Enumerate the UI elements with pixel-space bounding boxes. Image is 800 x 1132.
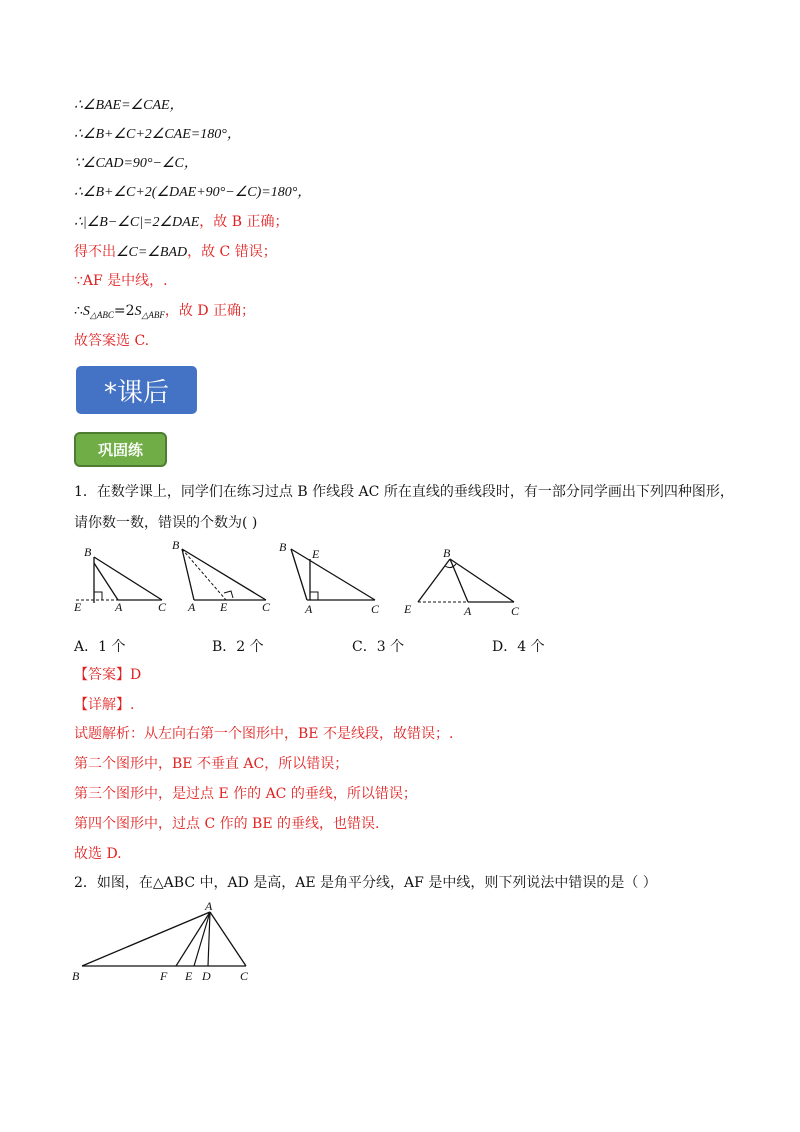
proof-line-8-mid: =2 (113, 303, 135, 319)
proof-line-4: ∴∠B+∠C+2(∠DAE+90°−∠C)=180°， (74, 185, 312, 200)
q1-answer: 【答案】D (74, 667, 142, 683)
fig5-line-ab (82, 912, 210, 966)
fig5-label-d: D (202, 969, 211, 983)
proof-line-8-note: ，故 D 正确； (164, 303, 256, 319)
fig4-label-b: B (443, 546, 451, 560)
q1-option-a: A．1 个 (74, 639, 126, 655)
fig5-label-c: C (240, 969, 249, 983)
fig5-label-b: B (72, 969, 80, 983)
proof-line-6 (74, 242, 277, 263)
proof-line-8-sub2: △ABF (141, 310, 165, 320)
fig3-label-e: E (312, 547, 320, 561)
proof-line-5-note: ，故 B 正确； (199, 214, 289, 230)
q1-detail-label: 【详解】. (74, 697, 135, 713)
proof-line-8 (74, 301, 255, 325)
proof-line-8-s2: S (134, 304, 142, 319)
fig1-label-a: A (115, 600, 123, 613)
fig4-line-eb (418, 559, 450, 602)
q2-stem: 2．如图，在△ABC 中，AD 是高，AE 是角平分线，AF 是中线，则下列说法中错误的是（ ） (74, 875, 657, 891)
fig2-line-bc (182, 549, 266, 600)
fig5-line-ae (194, 912, 210, 966)
fig2-right-angle (224, 591, 233, 598)
q1-explanation-4: 第四个图形中，过点 C 作的 BE 的垂线，也错误. (74, 816, 380, 832)
proof-line-6-note: ，故 C 错误； (187, 244, 277, 260)
q1-explanation-3: 第三个图形中，是过点 E 作的 AC 的垂线，所以错误； (74, 786, 417, 802)
q1-stem-line-1: 1．在数学课上，同学们在练习过点 B 作线段 AC 所在直线的垂线段时，有一部分同学画出下列四种图形， (74, 484, 734, 500)
proof-line-2: ∴∠B+∠C+2∠CAE=180°， (74, 127, 241, 142)
fig4-label-a: A (464, 604, 472, 617)
q2-figure (68, 896, 268, 988)
proof-line-7: ∵AF 是中线，. (74, 273, 168, 289)
fig5-line-ac (210, 912, 246, 966)
proof-line-8-s1: S (82, 304, 90, 319)
fig3-label-c: C (371, 602, 380, 616)
fig1-right-angle (94, 592, 102, 600)
proof-line-8-sub1: △ABC (89, 310, 114, 320)
practice-badge: 巩固练 (74, 432, 167, 467)
q1-option-d: D．4 个 (492, 639, 545, 655)
q1-option-b: B．2 个 (212, 639, 264, 655)
fig5-line-ad (208, 912, 210, 966)
fig5-line-af (176, 912, 210, 966)
proof-line-8-pre: ∴ (74, 303, 83, 319)
fig1-line-ba (94, 563, 118, 600)
fig4-label-e: E (404, 602, 412, 616)
fig4-label-c: C (511, 604, 520, 617)
fig2-label-c: C (262, 600, 271, 613)
proof-conclusion: 故答案选 C. (74, 333, 150, 349)
proof-line-5-math: ∴|∠B−∠C|=2∠DAE (74, 215, 200, 230)
fig2-line-ba (182, 549, 194, 600)
fig1-label-e: E (74, 600, 82, 613)
fig1-label-c: C (158, 600, 167, 613)
proof-line-5 (74, 212, 288, 233)
proof-line-1: ∴∠BAE=∠CAE， (74, 98, 184, 113)
q1-figure-1 (70, 543, 180, 613)
q1-explanation-2: 第二个图形中，BE 不垂直 AC，所以错误； (74, 756, 349, 772)
q1-option-c: C．3 个 (352, 639, 405, 655)
fig2-label-a: A (188, 600, 196, 613)
fig5-label-a: A (205, 899, 213, 913)
proof-line-6-math: ∠C=∠BAD (116, 245, 188, 260)
fig3-label-b: B (279, 540, 287, 554)
q1-conclusion: 故选 D. (74, 846, 122, 862)
fig2-label-b: B (172, 538, 180, 552)
fig5-label-e: E (185, 969, 193, 983)
q1-explanation-1: 试题解析：从左向右第一个图形中，BE 不是线段，故错误；. (74, 726, 454, 742)
q1-figure-3 (275, 537, 390, 617)
fig2-label-e: E (220, 600, 228, 613)
q1-figure-2 (168, 537, 283, 613)
q1-stem-line-2: 请你数一数，错误的个数为( ) (74, 515, 258, 531)
fig3-label-a: A (305, 602, 313, 616)
fig5-label-f: F (160, 969, 168, 983)
fig3-right-angle (310, 592, 318, 600)
fig3-line-bc (291, 549, 375, 600)
proof-line-6-pre: 得不出 (74, 244, 116, 260)
fig1-label-b: B (84, 545, 92, 559)
proof-line-3: ∵∠CAD=90°−∠C， (74, 156, 198, 171)
section-badge: *课后 (76, 366, 197, 414)
q1-figure-4 (398, 545, 528, 617)
